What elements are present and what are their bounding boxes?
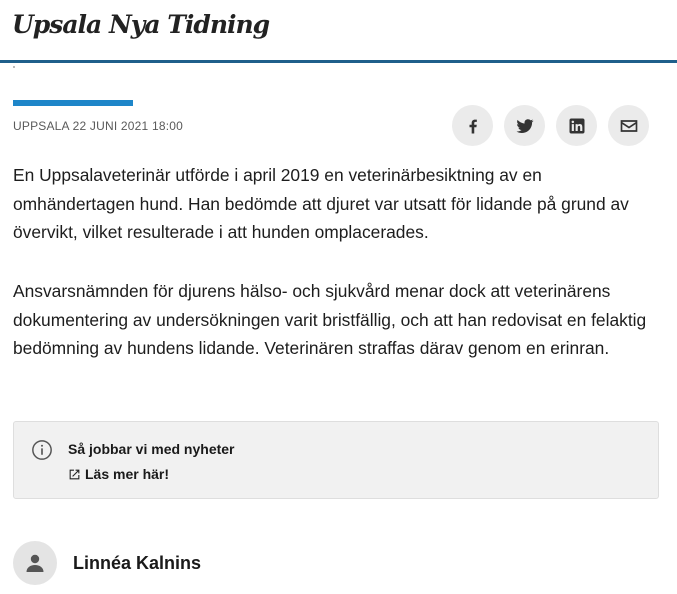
info-box <box>13 421 659 499</box>
article-paragraph: Ansvarsnämnden för djurens hälso- och sjukvård menar dock att veterinärens dokumentering av undersökningen varit bristfällig, och att han redovisat en felaktig bedömning av hundens lidande. Veterinären straffas därav genom en erinran. <box>13 281 647 358</box>
share-twitter-button[interactable] <box>504 105 545 146</box>
twitter-icon <box>515 116 535 136</box>
email-icon <box>619 116 639 136</box>
share-email-button[interactable] <box>608 105 649 146</box>
person-icon <box>23 551 47 575</box>
linkedin-icon <box>567 116 587 136</box>
divider-dot <box>13 66 15 68</box>
site-logo[interactable]: Upsala Nya Tidning <box>12 10 270 39</box>
article-paragraph: En Uppsalaveterinär utförde i april 2019 en veterinärbesiktning av en omhändertagen hund. Han bedömde att djuret var utsatt för lidande på grund av övervikt, vilket resulterade i att hunden omplacerades. <box>13 165 629 242</box>
avatar <box>13 541 57 585</box>
share-buttons <box>452 105 649 146</box>
author-name[interactable]: Linnéa Kalnins <box>73 552 202 573</box>
author-byline <box>13 541 201 585</box>
read-more-label: Läs mer här! <box>85 466 170 482</box>
facebook-icon <box>463 116 483 136</box>
article-dateline: UPPSALA 22 JUNI 2021 18:00 <box>13 119 183 133</box>
share-linkedin-button[interactable] <box>556 105 597 146</box>
accent-bar <box>13 100 133 106</box>
masthead <box>0 0 677 63</box>
read-more-link[interactable] <box>68 466 169 482</box>
external-link-icon <box>68 468 81 481</box>
info-title: Så jobbar vi med nyheter <box>68 441 235 457</box>
info-icon <box>31 439 53 461</box>
share-facebook-button[interactable] <box>452 105 493 146</box>
